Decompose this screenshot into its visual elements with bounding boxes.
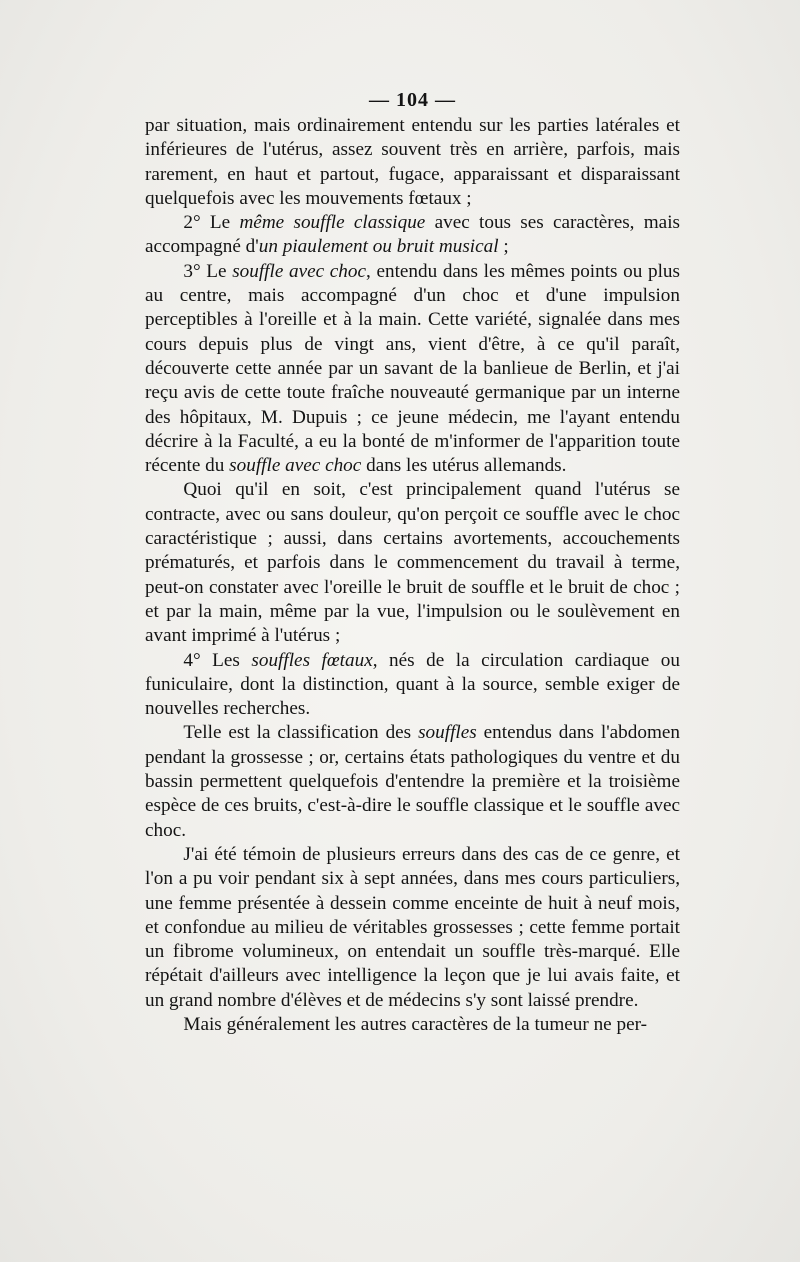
italic-text: souffle avec choc xyxy=(229,455,362,477)
text-run: , entendu dans les mêmes points ou plus au centre, mais accompagné d'un choc et d'une impulsion perceptibles à l'oreille et à la main. Cette variété, signalée dans mes cours depuis plus de vingt ans, vient d'être, à ce qu'il paraît, découverte cette année par un savant de la banlieue de Berlin, et j'ai reçu avis de cette toute fraîche nouveauté germanique par un interne des hôpitaux, M. Dupuis ; ce jeune médecin, me l'ayant entendu décrire à la Faculté, a eu la bonté de m'informer de l'apparition toute récente du xyxy=(145,260,680,477)
paragraph xyxy=(145,211,680,260)
italic-text: souffle avec choc xyxy=(232,260,367,282)
paragraph xyxy=(145,478,680,648)
italic-text: souffles xyxy=(418,722,477,744)
paragraph xyxy=(145,721,680,842)
text-run: J'ai été témoin de plusieurs erreurs dans des cas de ce genre, et l'on a pu voir pendant six à sept années, dans mes cours particuliers, une femme présentée à dessein comme enceinte de huit à neuf mois, et confondue au milieu de véritables grossesses ; cette femme portait un fibrome volumineux, on entendait un souffle très-marqué. Elle répétait d'ailleurs avec intelligence la leçon que je lui avais faite, et un grand nombre d'élèves et de médecins s'y sont laissé prendre. xyxy=(145,843,680,1011)
paragraph xyxy=(145,260,680,479)
page-text xyxy=(145,88,680,1037)
text-run: Mais généralement les autres caractères de la tumeur ne per- xyxy=(183,1013,648,1035)
text-run: ; xyxy=(498,236,509,258)
text-run: 3° Le xyxy=(183,260,233,282)
text-run: Quoi qu'il en soit, c'est principalement quand l'utérus se contracte, avec ou sans douleur, qu'on perçoit ce souffle avec le choc caractéristique ; aussi, dans certains avortements, accouchements prématurés, et parfois dans le commencement du travail à terme, peut-on constater avec l'oreille le bruit de souffle et le bruit de choc ; et par la main, même par la vue, l'impulsion ou le soulèvement en avant imprimé à l'utérus ; xyxy=(145,479,680,647)
paragraph xyxy=(145,843,680,1013)
page-number: — 104 — xyxy=(369,89,456,111)
italic-text: souffles fœtaux xyxy=(251,649,373,671)
paragraph xyxy=(145,649,680,722)
paragraph xyxy=(145,1013,680,1037)
text-run: dans les utérus allemands. xyxy=(361,455,567,477)
paragraphs xyxy=(145,114,680,1037)
italic-text: même souffle classique xyxy=(239,212,426,234)
text-run: avec tous ses caractères, mais accompagné d' xyxy=(145,212,680,258)
text-run: , nés de la circulation cardiaque ou funiculaire, dont la distinction, quant à la source, semble exiger de nouvelles recherches. xyxy=(145,649,680,720)
text-run: 4° Les xyxy=(183,649,252,671)
text-run: entendus dans l'abdomen pendant la grossesse ; or, certains états pathologiques du ventre et du bassin permettent quelquefois d'entendre la première et la troisième espèce de ces bruits, c'est-à-dire le souffle classique et le souffle avec choc. xyxy=(145,722,680,841)
paragraph xyxy=(145,114,680,211)
text-run: par situation, mais ordinairement entendu sur les parties latérales et inférieures de l'utérus, assez souvent très en arrière, parfois, mais rarement, en haut et partout, fugace, apparaissant et disparaissant quelquefois avec les mouvements fœtaux ; xyxy=(145,115,680,209)
text-run: Telle est la classification des xyxy=(183,722,419,744)
text-run: 2° Le xyxy=(183,212,240,234)
italic-text: un piaulement ou bruit musical xyxy=(258,236,499,258)
